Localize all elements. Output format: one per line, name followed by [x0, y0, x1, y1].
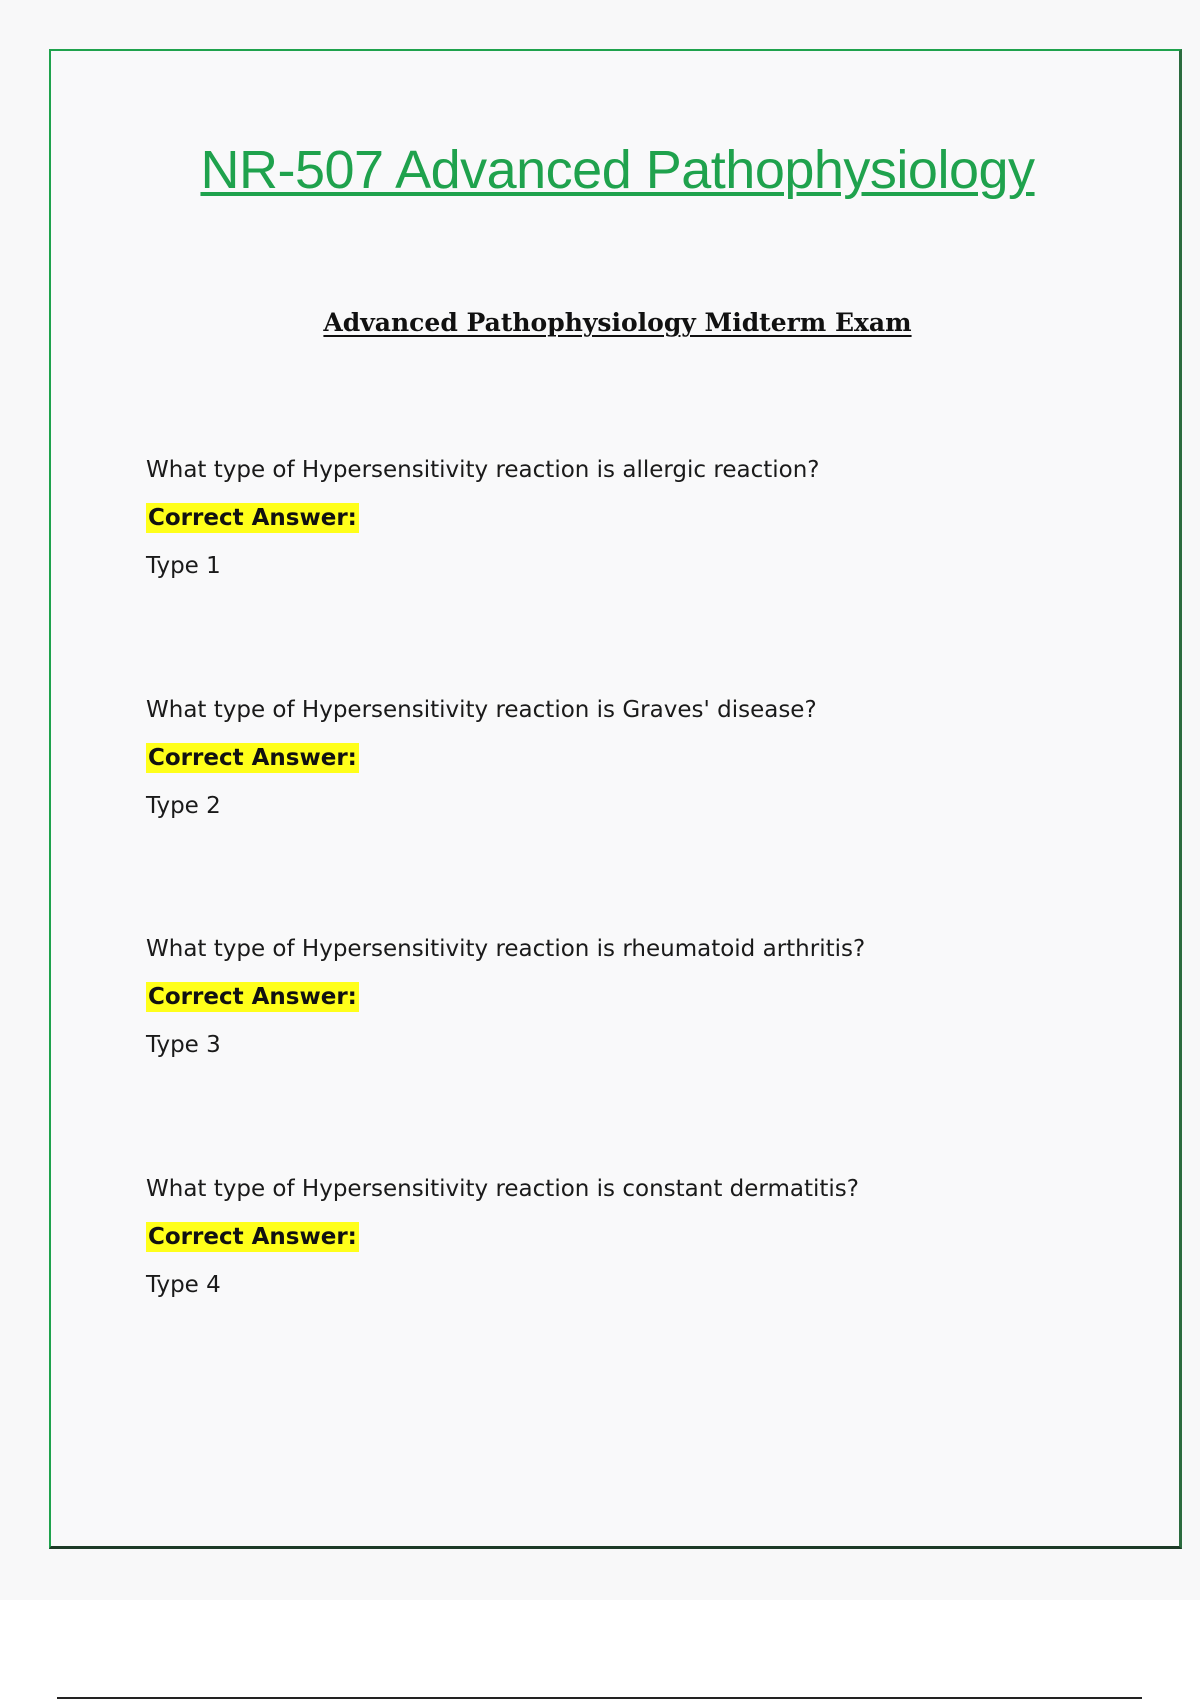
- question-block-4: [146, 1174, 1046, 1300]
- footer-divider: [57, 1697, 1142, 1699]
- question-block-3: [146, 934, 1046, 1060]
- question-text: What type of Hypersensitivity reaction is Graves' disease?: [146, 697, 817, 723]
- correct-answer-label: Correct Answer:: [148, 745, 357, 771]
- answer-text: Type 1: [146, 553, 221, 579]
- question-block-1: [146, 455, 1046, 581]
- answer-text: Type 3: [146, 1032, 221, 1058]
- question-text: What type of Hypersensitivity reaction is allergic reaction?: [146, 457, 820, 483]
- exam-subtitle: Advanced Pathophysiology Midterm Exam: [323, 308, 912, 337]
- correct-answer-label: Correct Answer:: [148, 1224, 357, 1250]
- answer-text: Type 4: [146, 1272, 221, 1298]
- answer-text: Type 2: [146, 793, 221, 819]
- question-text: What type of Hypersensitivity reaction is rheumatoid arthritis?: [146, 936, 866, 962]
- correct-answer-label: Correct Answer:: [148, 984, 357, 1010]
- document-title: NR-507 Advanced Pathophysiology: [200, 140, 1035, 200]
- question-block-2: [146, 695, 1046, 821]
- question-text: What type of Hypersensitivity reaction is constant dermatitis?: [146, 1176, 859, 1202]
- correct-answer-label: Correct Answer:: [148, 505, 357, 531]
